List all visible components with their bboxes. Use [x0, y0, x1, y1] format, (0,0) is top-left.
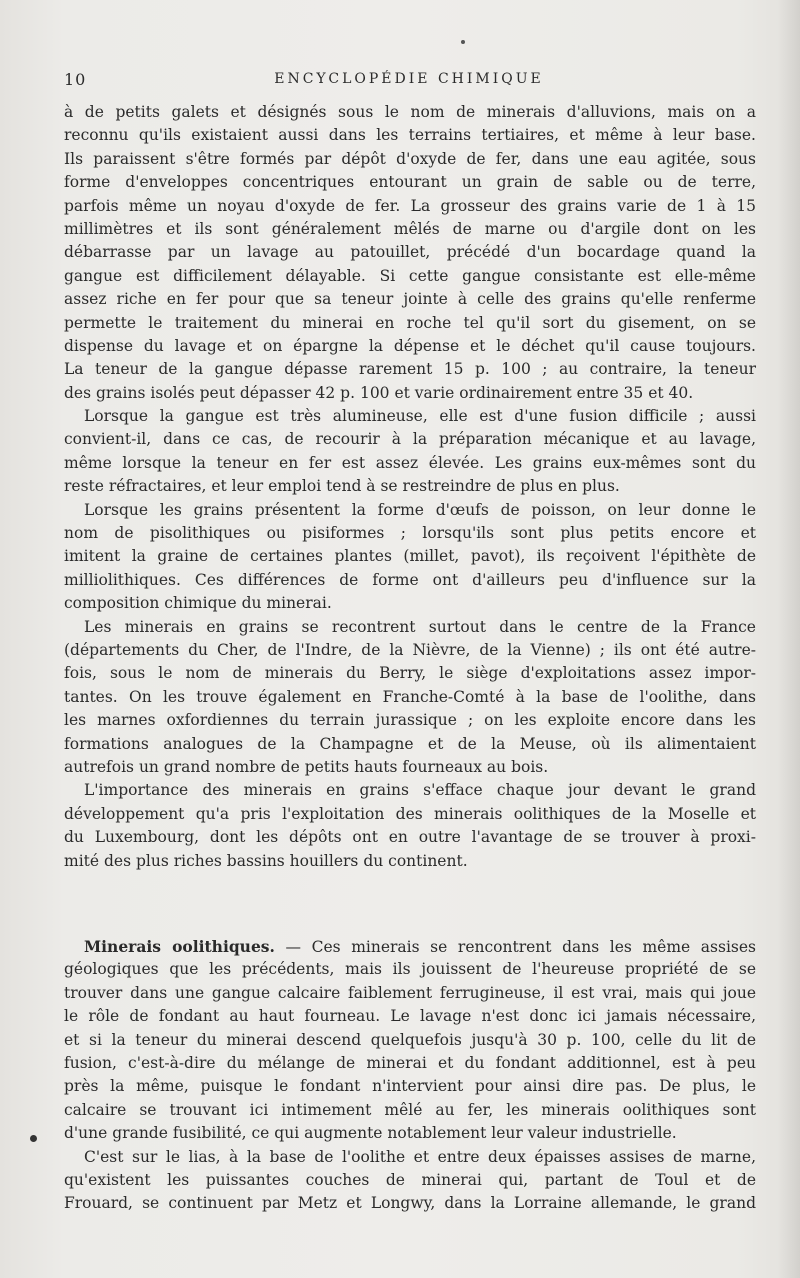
text-line: fois, sous le nom de minerais du Berry, le siège d'exploitations assez impor- — [64, 664, 756, 683]
text-line: Ils paraissent s'être formés par dépôt d'oxyde de fer, dans une eau agitée, sous — [64, 149, 756, 168]
text-line: trouver dans une gangue calcaire faiblement ferrugineuse, il est vrai, mais qui joue — [64, 983, 756, 1002]
section-minerais-oolithiques — [64, 935, 756, 1216]
page-edge-shadow — [778, 0, 800, 1278]
text-line: convient-il, dans ce cas, de recourir à la préparation mécanique et au lavage, — [64, 430, 756, 449]
text-line: dispense du lavage et on épargne la dépense et le déchet qu'il cause toujours. — [64, 336, 756, 355]
text-line: formations analogues de la Champagne et de la Meuse, où ils alimentaient — [64, 734, 756, 753]
text-line: près la même, puisque le fondant n'intervient pour ainsi dire pas. De plus, le — [64, 1077, 756, 1096]
paragraph — [64, 779, 756, 873]
text-line: Lorsque les grains présentent la forme d'œufs de poisson, on leur donne le — [84, 500, 756, 519]
margin-mark — [30, 1135, 37, 1142]
text-line: forme d'enveloppes concentriques entourant un grain de sable ou de terre, — [64, 173, 756, 192]
text-line: des grains isolés peut dépasser 42 p. 100 et varie ordinairement entre 35 et 40. — [64, 383, 694, 402]
header-mark — [461, 40, 465, 44]
text-line: du Luxembourg, dont les dépôts ont en outre l'avantage de se trouver à proxi- — [64, 828, 756, 847]
text-line: composition chimique du minerai. — [64, 594, 332, 613]
text-line: géologiques que les précédents, mais ils jouissent de l'heureuse propriété de se — [64, 960, 756, 979]
section-title-rest: — Ces minerais se rencontrent dans les même assises — [274, 938, 756, 956]
text-line: C'est sur le lias, à la base de l'oolithe et entre deux épaisses assises de marne, — [84, 1147, 756, 1166]
text-line: calcaire se trouvant ici intimement mêlé au fer, les minerais oolithiques sont — [64, 1100, 756, 1119]
text-line: milliolithiques. Ces différences de forme ont d'ailleurs peu d'influence sur la — [64, 570, 756, 589]
text-line: parfois même un noyau d'oxyde de fer. La grosseur des grains varie de 1 à 15 — [64, 196, 756, 215]
text-line: gangue est difficilement délayable. Si cette gangue consistante est elle-même — [64, 266, 756, 285]
text-line: fusion, c'est-à-dire du mélange de minerai et du fondant additionnel, est à peu — [64, 1053, 756, 1072]
text-line: autrefois un grand nombre de petits hauts fourneaux au bois. — [64, 757, 549, 776]
text-line: (départements du Cher, de l'Indre, de la Nièvre, de la Vienne) ; ils ont été autre- — [64, 640, 756, 659]
text-line: Les minerais en grains se recontrent surtout dans le centre de la France — [84, 617, 756, 636]
paragraph — [64, 101, 756, 405]
text-line: reste réfractaires, et leur emploi tend à se restreindre de plus en plus. — [64, 477, 620, 496]
text-line: assez riche en fer pour que sa teneur jointe à celle des grains qu'elle renferme — [64, 290, 756, 309]
page-header — [64, 70, 754, 94]
paragraph — [64, 405, 756, 499]
text-line — [64, 935, 756, 958]
text-line: tantes. On les trouve également en Franche-Comté à la base de l'oolithe, dans — [64, 687, 756, 706]
text-line: même lorsque la teneur en fer est assez élevée. Les grains eux-mêmes sont du — [64, 453, 756, 472]
text-line: qu'existent les puissantes couches de minerai qui, partant de Toul et de — [64, 1170, 756, 1189]
text-line: les marnes oxfordiennes du terrain jurassique ; on les exploite encore dans les — [64, 711, 756, 730]
text-line: nom de pisolithiques ou pisiformes ; lorsqu'ils sont plus petits encore et — [64, 524, 756, 543]
text-line: débarrasse par un lavage au patouillet, précédé d'un bocardage quand la — [64, 243, 756, 262]
section-title: Minerais oolithiques. — [84, 937, 275, 956]
running-head: ENCYCLOPÉDIE CHIMIQUE — [274, 71, 544, 87]
text-line: mité des plus riches bassins houillers du continent. — [64, 851, 468, 870]
text-line: imitent la graine de certaines plantes (millet, pavot), ils reçoivent l'épithète de — [64, 547, 756, 566]
text-line: le rôle de fondant au haut fourneau. Le lavage n'est donc ici jamais nécessaire, — [64, 1007, 756, 1026]
text-line: Frouard, se continuent par Metz et Longwy, dans la Lorraine allemande, le grand — [64, 1194, 756, 1213]
paragraph — [64, 1146, 756, 1216]
text-line: L'importance des minerais en grains s'efface chaque jour devant le grand — [84, 781, 756, 800]
text-line: permette le traitement du minerai en roche tel qu'il sort du gisement, on se — [64, 313, 756, 332]
paragraph — [64, 935, 756, 1146]
text-line: à de petits galets et désignés sous le nom de minerais d'alluvions, mais on a — [64, 103, 756, 121]
body-text — [64, 101, 756, 873]
page-number: 10 — [64, 70, 87, 89]
text-line: développement qu'a pris l'exploitation des minerais oolithiques de la Moselle et — [64, 804, 756, 823]
text-line: reconnu qu'ils existaient aussi dans les terrains tertiaires, et même à leur base. — [64, 126, 756, 145]
text-line: La teneur de la gangue dépasse rarement 15 p. 100 ; au contraire, la teneur — [64, 360, 756, 379]
text-line: et si la teneur du minerai descend quelquefois jusqu'à 30 p. 100, celle du lit de — [64, 1030, 756, 1049]
text-line: millimètres et ils sont généralement mêlés de marne ou d'argile dont on les — [64, 219, 756, 238]
paragraph — [64, 499, 756, 616]
text-line: d'une grande fusibilité, ce qui augmente notablement leur valeur industrielle. — [64, 1124, 677, 1143]
paragraph — [64, 616, 756, 780]
text-line: Lorsque la gangue est très alumineuse, elle est d'une fusion difficile ; aussi — [84, 407, 756, 426]
